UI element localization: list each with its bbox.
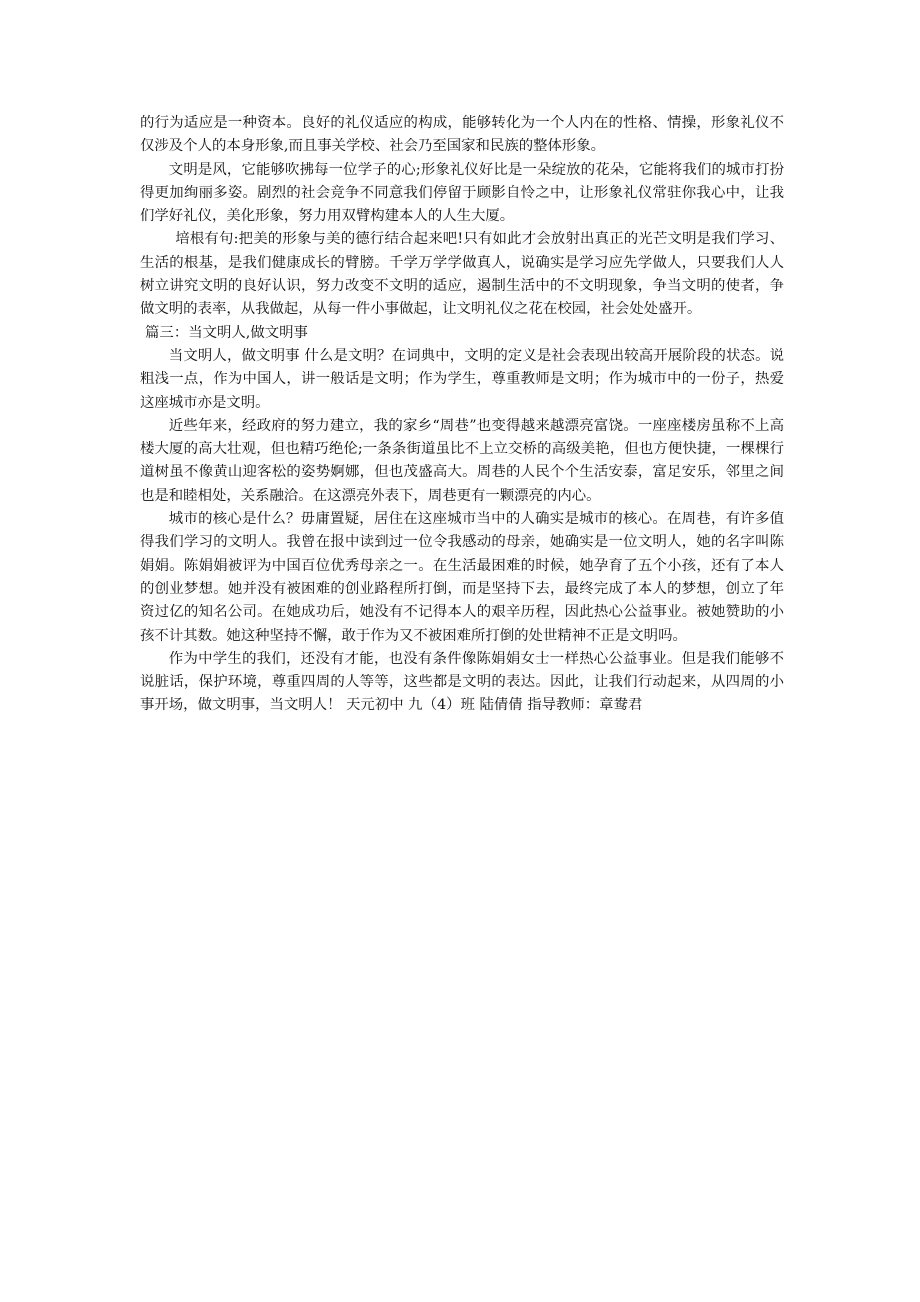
paragraph-1: 的行为适应是一种资本。良好的礼仪适应的构成，能够转化为一个人内在的性格、情操，形象礼仪不仅涉及个人的本身形象,而且事关学校、社会乃至国家和民族的整体形象。 bbox=[140, 115, 784, 155]
paragraph-5: 近些年来，经政府的努力建立，我的家乡“周巷”也变得越来越漂亮富饶。一座座楼房虽称不上高楼大厦的高大壮观，但也精巧绝伦;一条条街道虽比不上立交桥的高级美艳，但也方便快捷，一棵棵行道树虽不像黄山迎客松的姿势婀娜，但也茂盛高大。周巷的人民个个生活安泰，富足安乐，邻里之间也是和睦相处，关系融洽。在这漂亮外表下，周巷更有一颗漂亮的内心。 bbox=[140, 417, 784, 504]
paragraph-6: 城市的核心是什么？毋庸置疑，居住在这座城市当中的人确实是城市的核心。在周巷，有许多值得我们学习的文明人。我曾在报中读到过一位令我感动的母亲，她确实是一位文明人，她的名字叫陈娟娟。陈娟娟被评为中国百位优秀母亲之一。在生活最困难的时候，她孕育了五个小孩，还有了本人的创业梦想。她并没有被困难的创业路程所打倒，而是坚持下去，最终完成了本人的梦想，创立了年资过亿的知名公司。在她成功后，她没有不记得本人的艰辛历程，因此热心公益事业。被她赞助的小孩不计其数。她这种坚持不懈，敢于作为又不被困难所打倒的处世精神不正是文明吗。 bbox=[140, 511, 784, 644]
paragraph-3: 培根有句:把美的形象与美的德行结合起来吧!只有如此才会放射出真正的光芒文明是我们学习、生活的根基，是我们健康成长的臂膀。千学万学学做真人，说确实是学习应先学做人，只要我们人人树立讲究文明的良好认识，努力改变不文明的适应，遏制生活中的不文明现象，争当文明的使者，争做文明的表率，从我做起，从每一件小事做起，让文明礼仪之花在校园，社会处处盛开。 bbox=[140, 231, 784, 318]
section-heading: 篇三：当文明人,做文明事 bbox=[145, 324, 308, 341]
paragraph-4: 当文明人，做文明事 什么是文明？在词典中，文明的定义是社会表现出较高开展阶段的状态。说粗浅一点，作为中国人，讲一般话是文明；作为学生，尊重教师是文明；作为城市中的一份子，热爱这座城市亦是文明。 bbox=[140, 347, 784, 411]
paragraph-2: 文明是风，它能够吹拂每一位学子的心;形象礼仪好比是一朵绽放的花朵，它能将我们的城市打扮得更加绚丽多姿。剧烈的社会竞争不同意我们停留于顾影自怜之中，让形象礼仪常驻你我心中，让我们学好礼仪，美化形象，努力用双臂构建本人的人生大厦。 bbox=[140, 161, 784, 225]
document-body bbox=[140, 112, 784, 718]
paragraph-7: 作为中学生的我们，还没有才能，也没有条件像陈娟娟女士一样热心公益事业。但是我们能够不说脏话，保护环境，尊重四周的人等等，这些都是文明的表达。因此，让我们行动起来，从四周的小事开场，做文明事，当文明人！ 天元初中 九（4）班 陆倩倩 指导教师：章鸯君 bbox=[140, 650, 784, 714]
